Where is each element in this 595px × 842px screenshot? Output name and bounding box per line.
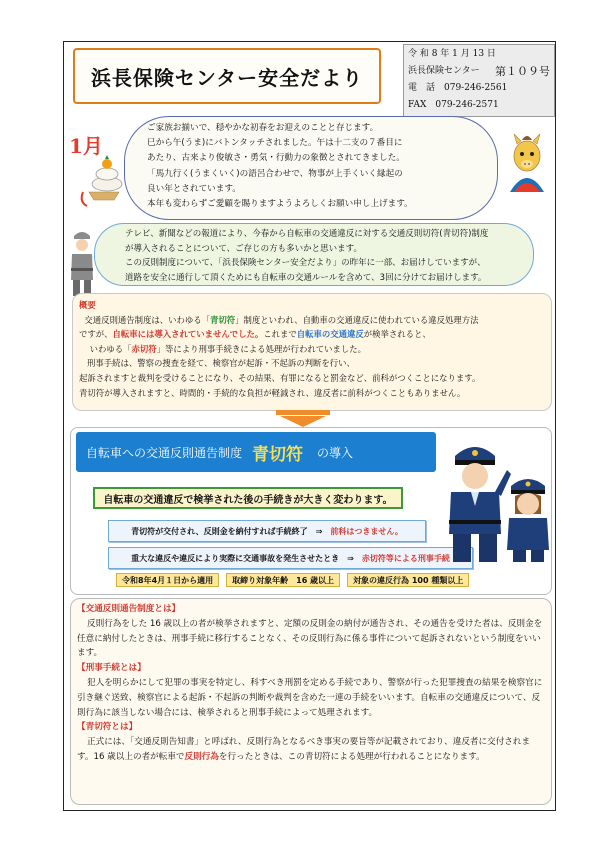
overview-line <box>79 313 545 328</box>
outcome-text: 重大な違反や違反により実際に交通事故を発生させたとき ⇒ <box>131 553 362 563</box>
fax-number: FAX 079-246-2571 <box>408 100 499 110</box>
definition-text-part: を行ったときは、この青切符による処理が行われることになります。 <box>218 751 485 762</box>
center-name: 浜長保険センター <box>408 66 480 76</box>
overview-line <box>79 327 545 342</box>
overview-text: 」等により刑事手続きによる処理が行われていました。 <box>156 343 367 354</box>
outcome-text: 青切符が交付され、反則金を納付すれば手続終了 ⇒ <box>131 526 331 536</box>
blue-ticket-intro <box>70 427 552 595</box>
violation-act-highlight: 反則行為 <box>184 751 219 762</box>
greeting-line: 本年も変わらずご愛顧を賜りますようよろしくお願い申し上げます。 <box>147 199 413 210</box>
issue-info-box <box>403 44 555 117</box>
notice-line: が導入されることについて、ご存じの方も多いかと思います。 <box>125 243 362 254</box>
greeting-message <box>124 116 498 220</box>
overview-text: これまで <box>263 329 297 340</box>
banner-text: 自転車への交通反則通告制度 <box>86 445 243 460</box>
overview-text: が検挙されると、 <box>363 329 431 340</box>
red-ticket-highlight: 赤切符 <box>131 343 157 354</box>
greeting-line: 良い年とされています。 <box>147 183 241 194</box>
outcome-highlight: 前科はつきません。 <box>330 526 403 536</box>
down-arrow-icon <box>276 410 330 428</box>
definition-text: 犯人を明らかにして犯罪の事実を特定し、科すべき刑罰を定める手続であり、警察が行った犯罪捜査の結果を検察官に引き継ぐ送致、検察官による起訴・不起訴の判断や裁判を含めた一連の手続をいいます。自転車の交通違反について、反則行為に該当しない場合には、検挙されると刑事手続によって処理されます。 <box>77 677 543 718</box>
overview-text: 刑事手続は、警察の捜査を経て、検察官が起訴・不起訴の判断を行い、 <box>87 358 355 369</box>
blue-ticket-highlight: 青切符 <box>209 314 236 325</box>
definition-text <box>77 735 545 765</box>
definition-text: 反則行為をした 16 歳以上の者が検挙されますと、定額の反則金の納付が通告され、その通告を受けた者は、反則金を任意に納付したときは、刑事手続に移行することなく、その反則行為に係る事件について起訴されないという制度をいいます。 <box>77 618 543 659</box>
page-title: 浜長保険センター安全だより <box>90 65 364 90</box>
overview-text: 」制度といわれ、自動車の交通違反に使われている違反処理方法 <box>235 314 479 325</box>
notice-line: この反則制度について、「浜長保険センター安全だより」の昨年に一部、お届けしていますが、 <box>125 258 486 268</box>
age-tag: 取締り対象年齢 16 歳以上 <box>226 573 340 587</box>
banner-highlight: 青切符 <box>252 444 304 465</box>
overview-line <box>79 356 545 371</box>
procedure-change-bar: 自転車の交通違反で検挙された後の手続きが大きく変わります。 <box>93 487 403 509</box>
definition-heading: 【交通反則通告制度とは】 <box>77 604 181 614</box>
definition-heading: 【青切符とは】 <box>77 722 138 733</box>
overview-line <box>79 342 545 357</box>
issue-date: 令 和 8 年 1 月 13 日 <box>408 49 496 59</box>
overview-section <box>72 293 552 411</box>
title-box <box>73 48 381 104</box>
police-officers-illustration-icon <box>445 430 551 564</box>
overview-line <box>79 371 545 386</box>
overview-text: ですが、 <box>79 329 113 340</box>
greeting-line: あたり、古来より俊敏さ・勇気・行動力の象徴とされてきました。 <box>147 153 405 164</box>
fact-tags <box>116 573 469 587</box>
month-mark <box>69 122 124 207</box>
notice-line: 道路を安全に通行して頂くためにも自転車の交通ルールを含めて、3回に分けてお届けします。 <box>125 272 487 283</box>
blue-ticket-outcome <box>108 520 426 542</box>
newsletter-page <box>63 41 556 811</box>
bicycle-violation-highlight: 自転車の交通違反 <box>296 329 364 340</box>
overview-text: 青切符が導入されますと、時間的・手続的な負担が軽減され、違反者に前科がつくこともありません。 <box>79 387 466 398</box>
month-label: 1月 <box>69 134 103 158</box>
officer-small-icon <box>68 228 96 298</box>
greeting-line: 「馬九行く(うまくいく)の語呂合わせで、物事が上手くいく縁起の <box>147 168 403 179</box>
horse-illustration-icon <box>502 130 552 196</box>
overview-title: 概要 <box>79 300 96 310</box>
notice-message <box>94 223 534 286</box>
banner-text: の導入 <box>317 445 354 460</box>
overview-line <box>79 386 545 401</box>
notice-line: テレビ、新聞などの報道により、今春から自転車の交通違反に対する交通反則切符(青切符)制度 <box>125 229 489 239</box>
definitions-section <box>70 598 552 805</box>
intro-banner <box>76 432 436 472</box>
definition-heading: 【刑事手続とは】 <box>77 663 146 674</box>
not-introduced-highlight: 自転車には導入されていませんでした。 <box>112 329 264 340</box>
red-ticket-outcome <box>108 547 473 569</box>
issue-number: 第１０９号 <box>495 65 550 78</box>
overview-text: 起訴されますと裁判を受けることになり、その結果、有罪になると罰金など、前科がつくことになります。 <box>79 372 481 383</box>
outcome-highlight: 赤切符等による刑事手続 <box>361 553 450 563</box>
start-date-tag: 令和8年4月１日から適用 <box>116 573 219 587</box>
overview-text: 交通反則通告制度は、いわゆる「 <box>84 314 210 325</box>
overview-text: いわゆる「 <box>89 343 132 354</box>
violation-count-tag: 対象の違反行為 100 種類以上 <box>347 573 469 587</box>
kagami-mochi-icon <box>69 122 124 207</box>
greeting-line: ご家族お揃いで、穏やかな初春をお迎えのことと存じます。 <box>147 123 379 133</box>
greeting-line: 巳から午(うま)にバトンタッチされました。午は十二支の７番目に <box>147 138 403 149</box>
definition-text-part: 正式には、「交通反則告知書」と呼ばれ、反則行為となるべき事実の要旨等が記載されており、違反者に交付されます。16 歳以上の者が転車で <box>77 737 531 762</box>
phone-number: 電 話 079-246-2561 <box>408 83 508 93</box>
